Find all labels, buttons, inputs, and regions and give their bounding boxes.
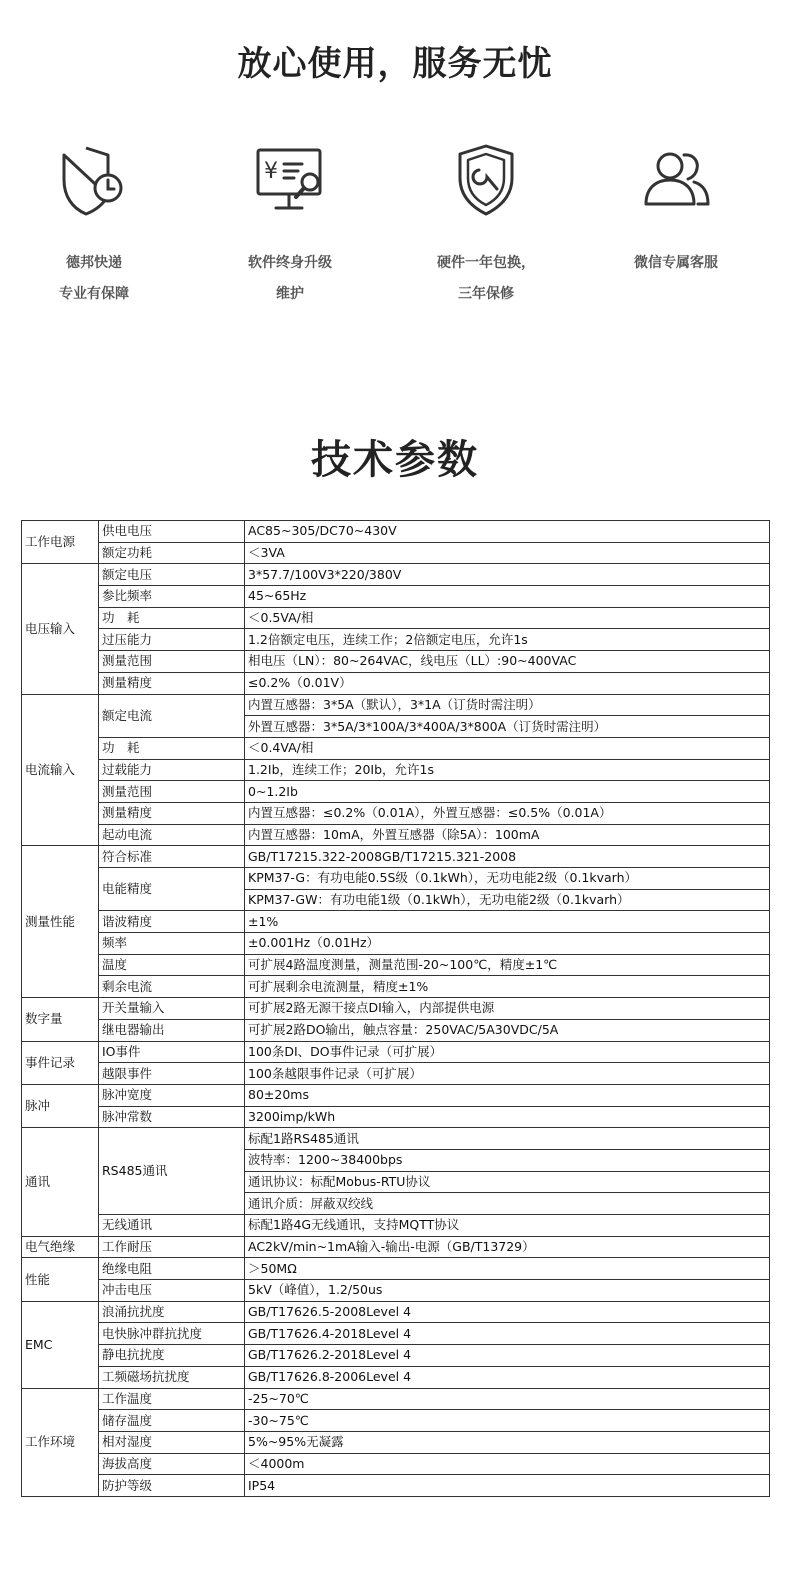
spec-item-name: 冲击电压 [99,1280,245,1302]
spec-item-value: -30~75℃ [245,1410,770,1432]
table-row [22,781,770,803]
users-icon [636,140,716,220]
spec-item-value: 相电压（LN）：80~264VAC，线电压（LL）:90~400VAC [245,651,770,673]
spec-item-value: 内置互感器：3*5A（默认），3*1A（订货时需注明） [245,694,770,716]
feature-list [0,140,790,320]
spec-item-value: GB/T17626.2-2018Level 4 [245,1345,770,1367]
spec-item-name: 工频磁场抗扰度 [99,1366,245,1388]
spec-item-value: 波特率：1200~38400bps [245,1149,770,1171]
spec-item-name: 海拔高度 [99,1453,245,1475]
table-row [22,976,770,998]
spec-item-name: 开关量输入 [99,998,245,1020]
computer-wrench-icon [250,140,330,220]
spec-item-value: KPM37-GW：有功电能1级（0.1kWh），无功电能2级（0.1kvarh） [245,889,770,911]
spec-item-value: 可扩展2路DO输出，触点容量：250VAC/5A30VDC/5A [245,1019,770,1041]
spec-item-value: GB/T17626.8-2006Level 4 [245,1366,770,1388]
spec-item-value: ≤0.2%（0.01V） [245,672,770,694]
spec-title: 技术参数 [311,437,479,483]
spec-item-name: 测量范围 [99,651,245,673]
spec-item-name: 脉冲宽度 [99,1084,245,1106]
spec-item-name: 电能精度 [99,868,245,911]
spec-item-value: 标配1路RS485通讯 [245,1128,770,1150]
spec-item-name: 电快脉冲群抗扰度 [99,1323,245,1345]
table-row [22,1258,770,1280]
spec-item-value: AC85~305/DC70~430V [245,521,770,543]
feature-software [210,140,370,310]
spec-item-name: 无线通讯 [99,1215,245,1237]
table-row [22,1019,770,1041]
spec-item-name: 额定功耗 [99,542,245,564]
spec-item-value: ±0.001Hz（0.01Hz） [245,933,770,955]
spec-group-name: 测量性能 [22,846,99,998]
feature-delivery-line2: 专业有保障 [59,286,129,302]
spec-item-name: 绝缘电阻 [99,1258,245,1280]
spec-item-name: 剩余电流 [99,976,245,998]
spec-item-value: GB/T17626.5-2008Level 4 [245,1301,770,1323]
spec-item-value: 通讯协议：标配Mobus-RTU协议 [245,1171,770,1193]
table-row [22,802,770,824]
spec-item-value: 1.2Ib，连续工作；20Ib，允许1s [245,759,770,781]
spec-group-name: 电流输入 [22,694,99,846]
spec-item-name: 供电电压 [99,521,245,543]
spec-group-name: 电压输入 [22,564,99,694]
spec-item-value: 外置互感器：3*5A/3*100A/3*400A/3*800A（订货时需注明） [245,716,770,738]
spec-item-name: 静电抗扰度 [99,1345,245,1367]
spec-item-name: 浪涌抗扰度 [99,1301,245,1323]
spec-item-value: 45~65Hz [245,586,770,608]
spec-table [21,520,770,1497]
table-row [22,933,770,955]
spec-item-value: GB/T17215.322-2008GB/T17215.321-2008 [245,846,770,868]
feature-software-line2: 维护 [276,286,304,302]
spec-item-value: 5kV（峰值），1.2/50us [245,1280,770,1302]
spec-item-name: 测量范围 [99,781,245,803]
spec-item-value: 标配1路4G无线通讯，支持MQTT协议 [245,1215,770,1237]
table-row [22,694,770,716]
spec-group-name: 工作电源 [22,521,99,564]
spec-item-value: 3200imp/kWh [245,1106,770,1128]
spec-group-name: 数字量 [22,998,99,1041]
spec-table-body [22,521,770,1497]
feature-delivery [14,140,174,310]
feature-delivery-line1: 德邦快递 [66,255,122,271]
table-row [22,1236,770,1258]
spec-group-name: 脉冲 [22,1084,99,1127]
table-row [22,1041,770,1063]
spec-item-name: 频率 [99,933,245,955]
spec-item-value: 通讯介质：屏蔽双绞线 [245,1193,770,1215]
table-row [22,737,770,759]
table-row [22,1345,770,1367]
spec-item-name: 防护等级 [99,1475,245,1497]
spec-item-name: 符合标准 [99,846,245,868]
table-row [22,564,770,586]
table-row [22,542,770,564]
table-row [22,759,770,781]
table-row [22,651,770,673]
spec-item-value: IP54 [245,1475,770,1497]
table-row [22,672,770,694]
spec-item-name: 过载能力 [99,759,245,781]
spec-item-value: ＜4000m [245,1453,770,1475]
table-row [22,1215,770,1237]
spec-item-name: 继电器输出 [99,1019,245,1041]
spec-item-name: 工作温度 [99,1388,245,1410]
table-row [22,998,770,1020]
svg-text:¥: ¥ [264,159,278,184]
spec-group-name: 通讯 [22,1128,99,1236]
spec-item-name: 功 耗 [99,737,245,759]
spec-item-name: 额定电流 [99,694,245,737]
spec-group-name: EMC [22,1301,99,1388]
spec-item-value: 内置互感器：10mA，外置互感器（除5A）：100mA [245,824,770,846]
spec-item-value: KPM37-G：有功电能0.5S级（0.1kWh），无功电能2级（0.1kvarh） [245,868,770,890]
feature-wechat [596,140,756,279]
spec-item-value: 内置互感器：≤0.2%（0.01A），外置互感器：≤0.5%（0.01A） [245,802,770,824]
feature-hardware-line1: 硬件一年包换， [437,255,535,271]
table-row [22,1410,770,1432]
spec-item-name: 储存温度 [99,1410,245,1432]
table-row [22,1301,770,1323]
spec-item-name: 起动电流 [99,824,245,846]
spec-item-value: AC2kV/min~1mA输入-输出-电源（GB/T13729） [245,1236,770,1258]
spec-item-name: 额定电压 [99,564,245,586]
feature-hardware-line2: 三年保修 [458,286,514,302]
table-row [22,1431,770,1453]
spec-item-name: 参比频率 [99,586,245,608]
spec-item-value: ±1% [245,911,770,933]
table-row [22,1453,770,1475]
feature-hardware [406,140,566,310]
spec-item-value: 可扩展2路无源干接点DI输入，内部提供电源 [245,998,770,1020]
spec-item-name: 温度 [99,954,245,976]
shield-wrench-icon [446,140,526,220]
service-title: 放心使用，服务无忧 [237,44,553,84]
table-row [22,1323,770,1345]
table-row [22,1388,770,1410]
spec-item-name: 相对湿度 [99,1431,245,1453]
table-row [22,954,770,976]
table-row [22,824,770,846]
spec-item-name: 脉冲常数 [99,1106,245,1128]
table-row [22,1280,770,1302]
spec-item-value: ＜0.5VA/相 [245,607,770,629]
spec-item-value: -25~70℃ [245,1388,770,1410]
table-row [22,521,770,543]
feature-software-line1: 软件终身升级 [248,255,332,271]
spec-item-name: 测量精度 [99,672,245,694]
table-row [22,868,770,890]
table-row [22,1128,770,1150]
spec-item-value: ＜3VA [245,542,770,564]
spec-item-value: 可扩展剩余电流测量，精度±1% [245,976,770,998]
spec-item-value: GB/T17626.4-2018Level 4 [245,1323,770,1345]
spec-group-name: 工作环境 [22,1388,99,1496]
spec-group-name: 事件记录 [22,1041,99,1084]
feature-wechat-line1: 微信专属客服 [634,255,718,271]
table-row [22,1106,770,1128]
spec-item-name: 功 耗 [99,607,245,629]
spec-item-name: 工作耐压 [99,1236,245,1258]
spec-item-value: 5%~95%无凝露 [245,1431,770,1453]
table-row [22,1366,770,1388]
spec-item-name: IO事件 [99,1041,245,1063]
table-row [22,586,770,608]
spec-item-value: 可扩展4路温度测量，测量范围-20~100℃，精度±1℃ [245,954,770,976]
spec-item-value: ＞50MΩ [245,1258,770,1280]
table-row [22,911,770,933]
spec-item-value: 3*57.7/100V3*220/380V [245,564,770,586]
spec-item-name: RS485通讯 [99,1128,245,1215]
spec-item-value: 0~1.2Ib [245,781,770,803]
spec-item-name: 测量精度 [99,802,245,824]
spec-group-name: 性能 [22,1258,99,1301]
spec-item-value: 100条越限事件记录（可扩展） [245,1063,770,1085]
spec-item-name: 越限事件 [99,1063,245,1085]
table-row [22,846,770,868]
spec-item-value: 80±20ms [245,1084,770,1106]
table-row [22,629,770,651]
spec-item-value: ＜0.4VA/相 [245,737,770,759]
table-row [22,1475,770,1497]
table-row [22,1084,770,1106]
table-row [22,607,770,629]
spec-item-name: 过压能力 [99,629,245,651]
spec-item-name: 谐波精度 [99,911,245,933]
spec-item-value: 1.2倍额定电压，连续工作；2倍额定电压，允许1s [245,629,770,651]
spec-group-name: 电气绝缘 [22,1236,99,1258]
table-row [22,1063,770,1085]
spec-item-value: 100条DI、DO事件记录（可扩展） [245,1041,770,1063]
shield-clock-icon [54,140,134,220]
